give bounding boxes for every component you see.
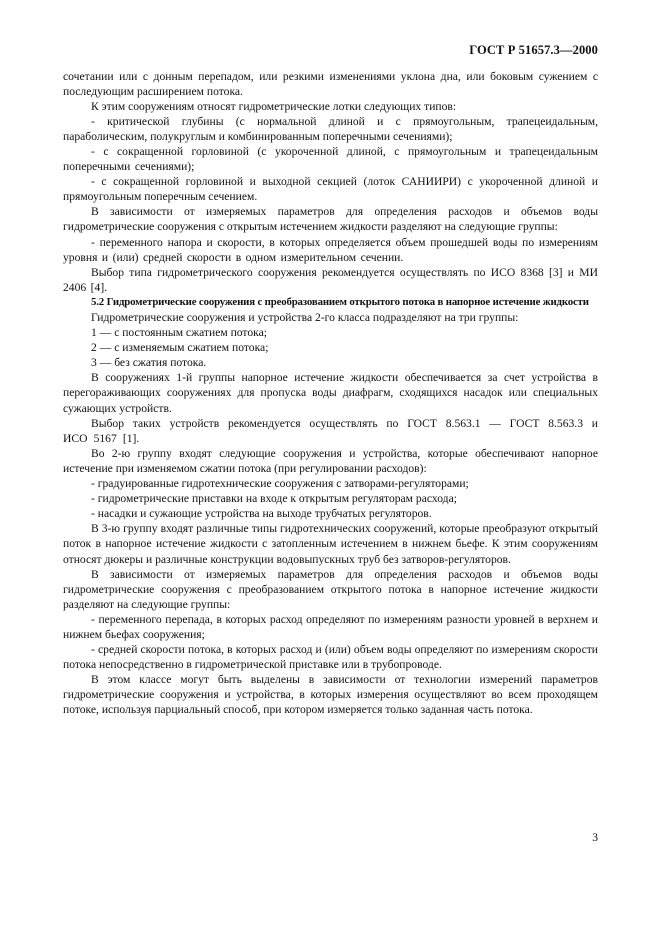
list-item: - средней скорости потока, в которых расход и (или) объем воды определяют по измерениям скорости потока непосредственно в гидрометрической приставке или в трубопроводе. [63,643,598,672]
paragraph: В 3-ю группу входят различные типы гидротехнических сооружений, которые преобразуют открытый поток в напорное истечение жидкости с затопленным истечением в нижнем бьефе. К этим сооружениям относят дюкеры и различные конструкции водовыпускных труб без затворов-регуляторов. [63,522,598,566]
paragraph: В зависимости от измеряемых параметров для определения расходов и объемов воды гидрометрические сооружения с открытым истечением жидкости разделяют на следующие группы: [63,205,598,234]
paragraph: Выбор таких устройств рекомендуется осуществлять по ГОСТ 8.563.1 — ГОСТ 8.563.3 и ИСО 5167 [1]. [63,416,598,445]
list-item: - критической глубины (с нормальной длиной и с прямоугольным, трапецеидальным, параболическим, полукруглым и комбинированным поперечными сечениями); [63,114,598,143]
paragraph: В сооружениях 1-й группы напорное истечение жидкости обеспечивается за счет устройства в перегораживающих сооружениях для пропуска воды диафрагм, сходящихся насадок или специальных сужающих устройств. [63,371,598,415]
list-item: - с сокращенной горловиной (с укороченной длиной, с прямоугольным и трапецеидальным поперечными сечениями); [63,144,598,174]
list-item: 2 — с изменяемым сжатием потока; [91,341,269,355]
paragraph: сочетании или с донным перепадом, или резкими изменениями уклона дна, или боковым сужением с последующим расширением потока. [63,69,598,98]
list-item: - гидрометрические приставки на входе к открытым регуляторам расхода; [91,492,457,506]
section-heading: 5.2 Гидрометрические сооружения с преобразованием открытого потока в напорное истечение жидкости [91,295,589,308]
list-item: 1 — с постоянным сжатием потока; [91,326,267,340]
standard-header: ГОСТ Р 51657.3—2000 [469,43,598,57]
list-item: - переменного перепада, в которых расход определяют по измерениям разности уровней в верхнем и нижнем бьефах сооружения; [63,612,598,641]
paragraph: Выбор типа гидрометрического сооружения рекомендуется осуществлять по ИСО 8368 [3] и МИ 2406 [4]. [63,265,598,294]
paragraph: Во 2-ю группу входят следующие сооружения и устройства, которые обеспечивают напорное истечение при изменяемом сжатии потока (при регулировании расходов): [63,446,598,475]
paragraph: В зависимости от измеряемых параметров для определения расходов и объемов воды гидрометрические сооружения с преобразованием открытого потока в напорное истечение жидкости разделяют на следующие группы: [63,567,598,611]
paragraph: К этим сооружениям относят гидрометрические лотки следующих типов: [91,99,457,113]
page-number: 3 [592,831,598,844]
body-text [63,69,598,718]
list-item: - градуированные гидротехнические сооружения с затворами-регуляторами; [91,477,469,491]
list-item: - насадки и сужающие устройства на выходе трубчатых регуляторов. [91,507,432,521]
paragraph: Гидрометрические сооружения и устройства 2-го класса подразделяют на три группы: [91,311,519,324]
list-item: - переменного напора и скорости, в которых определяется объем прошедшей воды по измерениям уровня и (или) средней скорости в одном измерительном сечении. [63,235,598,264]
list-item: 3 — без сжатия потока. [91,356,207,370]
paragraph: В этом классе могут быть выделены в зависимости от технологии измерений параметров гидрометрические сооружения и устройства, в которых измерения осуществляют во всем проходящем потоке, используя парциальный способ, при котором измеряется только заданная часть потока. [63,673,598,717]
list-item: - с сокращенной горловиной и выходной секцией (лоток САНИИРИ) с укороченной длиной и прямоугольным поперечным сечением. [63,175,598,204]
